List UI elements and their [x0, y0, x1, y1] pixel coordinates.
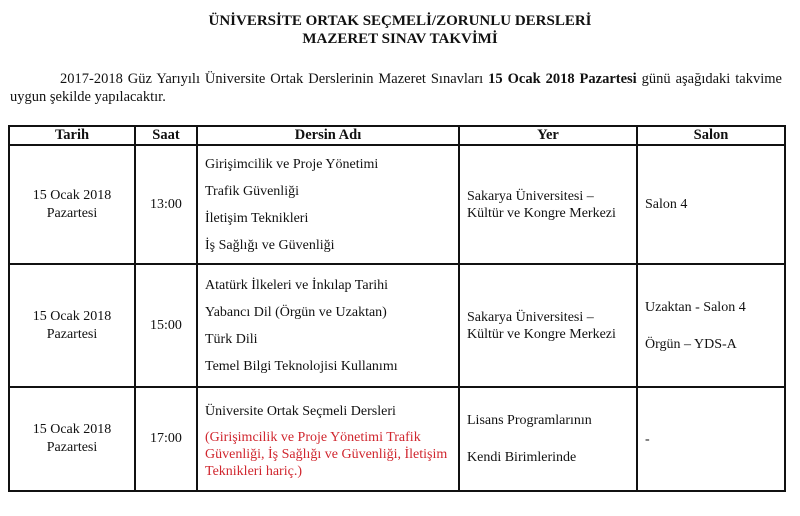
page-title: ÜNİVERSİTE ORTAK SEÇMELİ/ZORUNLU DERSLERİ: [208, 13, 592, 29]
courses-cell: [197, 264, 459, 387]
date-cell: [9, 387, 135, 491]
salon-cell: [637, 264, 785, 387]
course-item: Yabancı Dil (Örgün ve Uzaktan): [205, 304, 387, 320]
date-text: 15 Ocak 2018: [32, 308, 112, 324]
place-line: Lisans Programlarının: [467, 413, 592, 428]
exam-schedule-table: [8, 125, 786, 492]
salon-cell: [637, 387, 785, 491]
header-saat: Saat: [135, 126, 197, 145]
course-item: İş Sağlığı ve Güvenliği: [205, 237, 335, 253]
day-text: Pazartesi: [46, 326, 98, 342]
course-item: Girişimcilik ve Proje Yönetimi: [205, 156, 379, 172]
course-item: Temel Bilgi Teknolojisi Kullanımı: [205, 358, 398, 374]
salon-text: Örgün – YDS-A: [645, 336, 737, 352]
course-item: Türk Dili: [205, 331, 258, 347]
place-line: Kendi Birimlerinde: [467, 450, 577, 465]
place-cell: [459, 387, 637, 491]
table-row: [9, 145, 785, 264]
header-dersin-adi: Dersin Adı: [197, 126, 459, 145]
courses-cell: [197, 387, 459, 491]
course-item: Üniversite Ortak Seçmeli Dersleri: [205, 404, 396, 419]
intro-text-end: günü aşağıdaki takvime uygun şekilde yapılacaktır.: [10, 71, 782, 105]
salon-text: Salon 4: [645, 197, 688, 212]
intro-paragraph: [10, 70, 782, 106]
day-text: Pazartesi: [46, 205, 98, 221]
table-row: [9, 387, 785, 491]
salon-cell: [637, 145, 785, 264]
place-cell: Sakarya Üniversitesi – Kültür ve Kongre Merkezi: [459, 145, 637, 264]
salon-text: -: [645, 431, 650, 447]
course-item: Trafik Güvenliği: [205, 183, 299, 199]
header-tarih: Tarih: [9, 126, 135, 145]
time-cell: 15:00: [135, 264, 197, 387]
page-subtitle: MAZERET SINAV TAKVİMİ: [302, 31, 498, 47]
course-item: İletişim Teknikleri: [205, 210, 309, 226]
table-row: [9, 264, 785, 387]
table-header-row: [9, 126, 785, 145]
intro-date: 15 Ocak 2018 Pazartesi: [488, 71, 637, 87]
date-text: 15 Ocak 2018: [32, 422, 112, 437]
time-cell: 17:00: [135, 387, 197, 491]
header-salon: Salon: [637, 126, 785, 145]
time-cell: 13:00: [135, 145, 197, 264]
day-text: Pazartesi: [46, 440, 98, 455]
exception-note: (Girişimcilik ve Proje Yönetimi Trafik Güvenliği, İş Sağlığı ve Güvenliği, İletişim Teknikleri hariç.): [205, 430, 448, 479]
course-item: Atatürk İlkeleri ve İnkılap Tarihi: [205, 277, 389, 293]
header-yer: Yer: [459, 126, 637, 145]
date-cell: [9, 145, 135, 264]
salon-text: Uzaktan - Salon 4: [645, 299, 746, 315]
courses-cell: [197, 145, 459, 264]
date-text: 15 Ocak 2018: [32, 187, 112, 203]
place-cell: Sakarya Üniversitesi – Kültür ve Kongre Merkezi: [459, 264, 637, 387]
intro-text: 2017-2018 Güz Yarıyılı Üniversite Ortak Derslerinin Mazeret Sınavları: [60, 71, 489, 87]
date-cell: [9, 264, 135, 387]
